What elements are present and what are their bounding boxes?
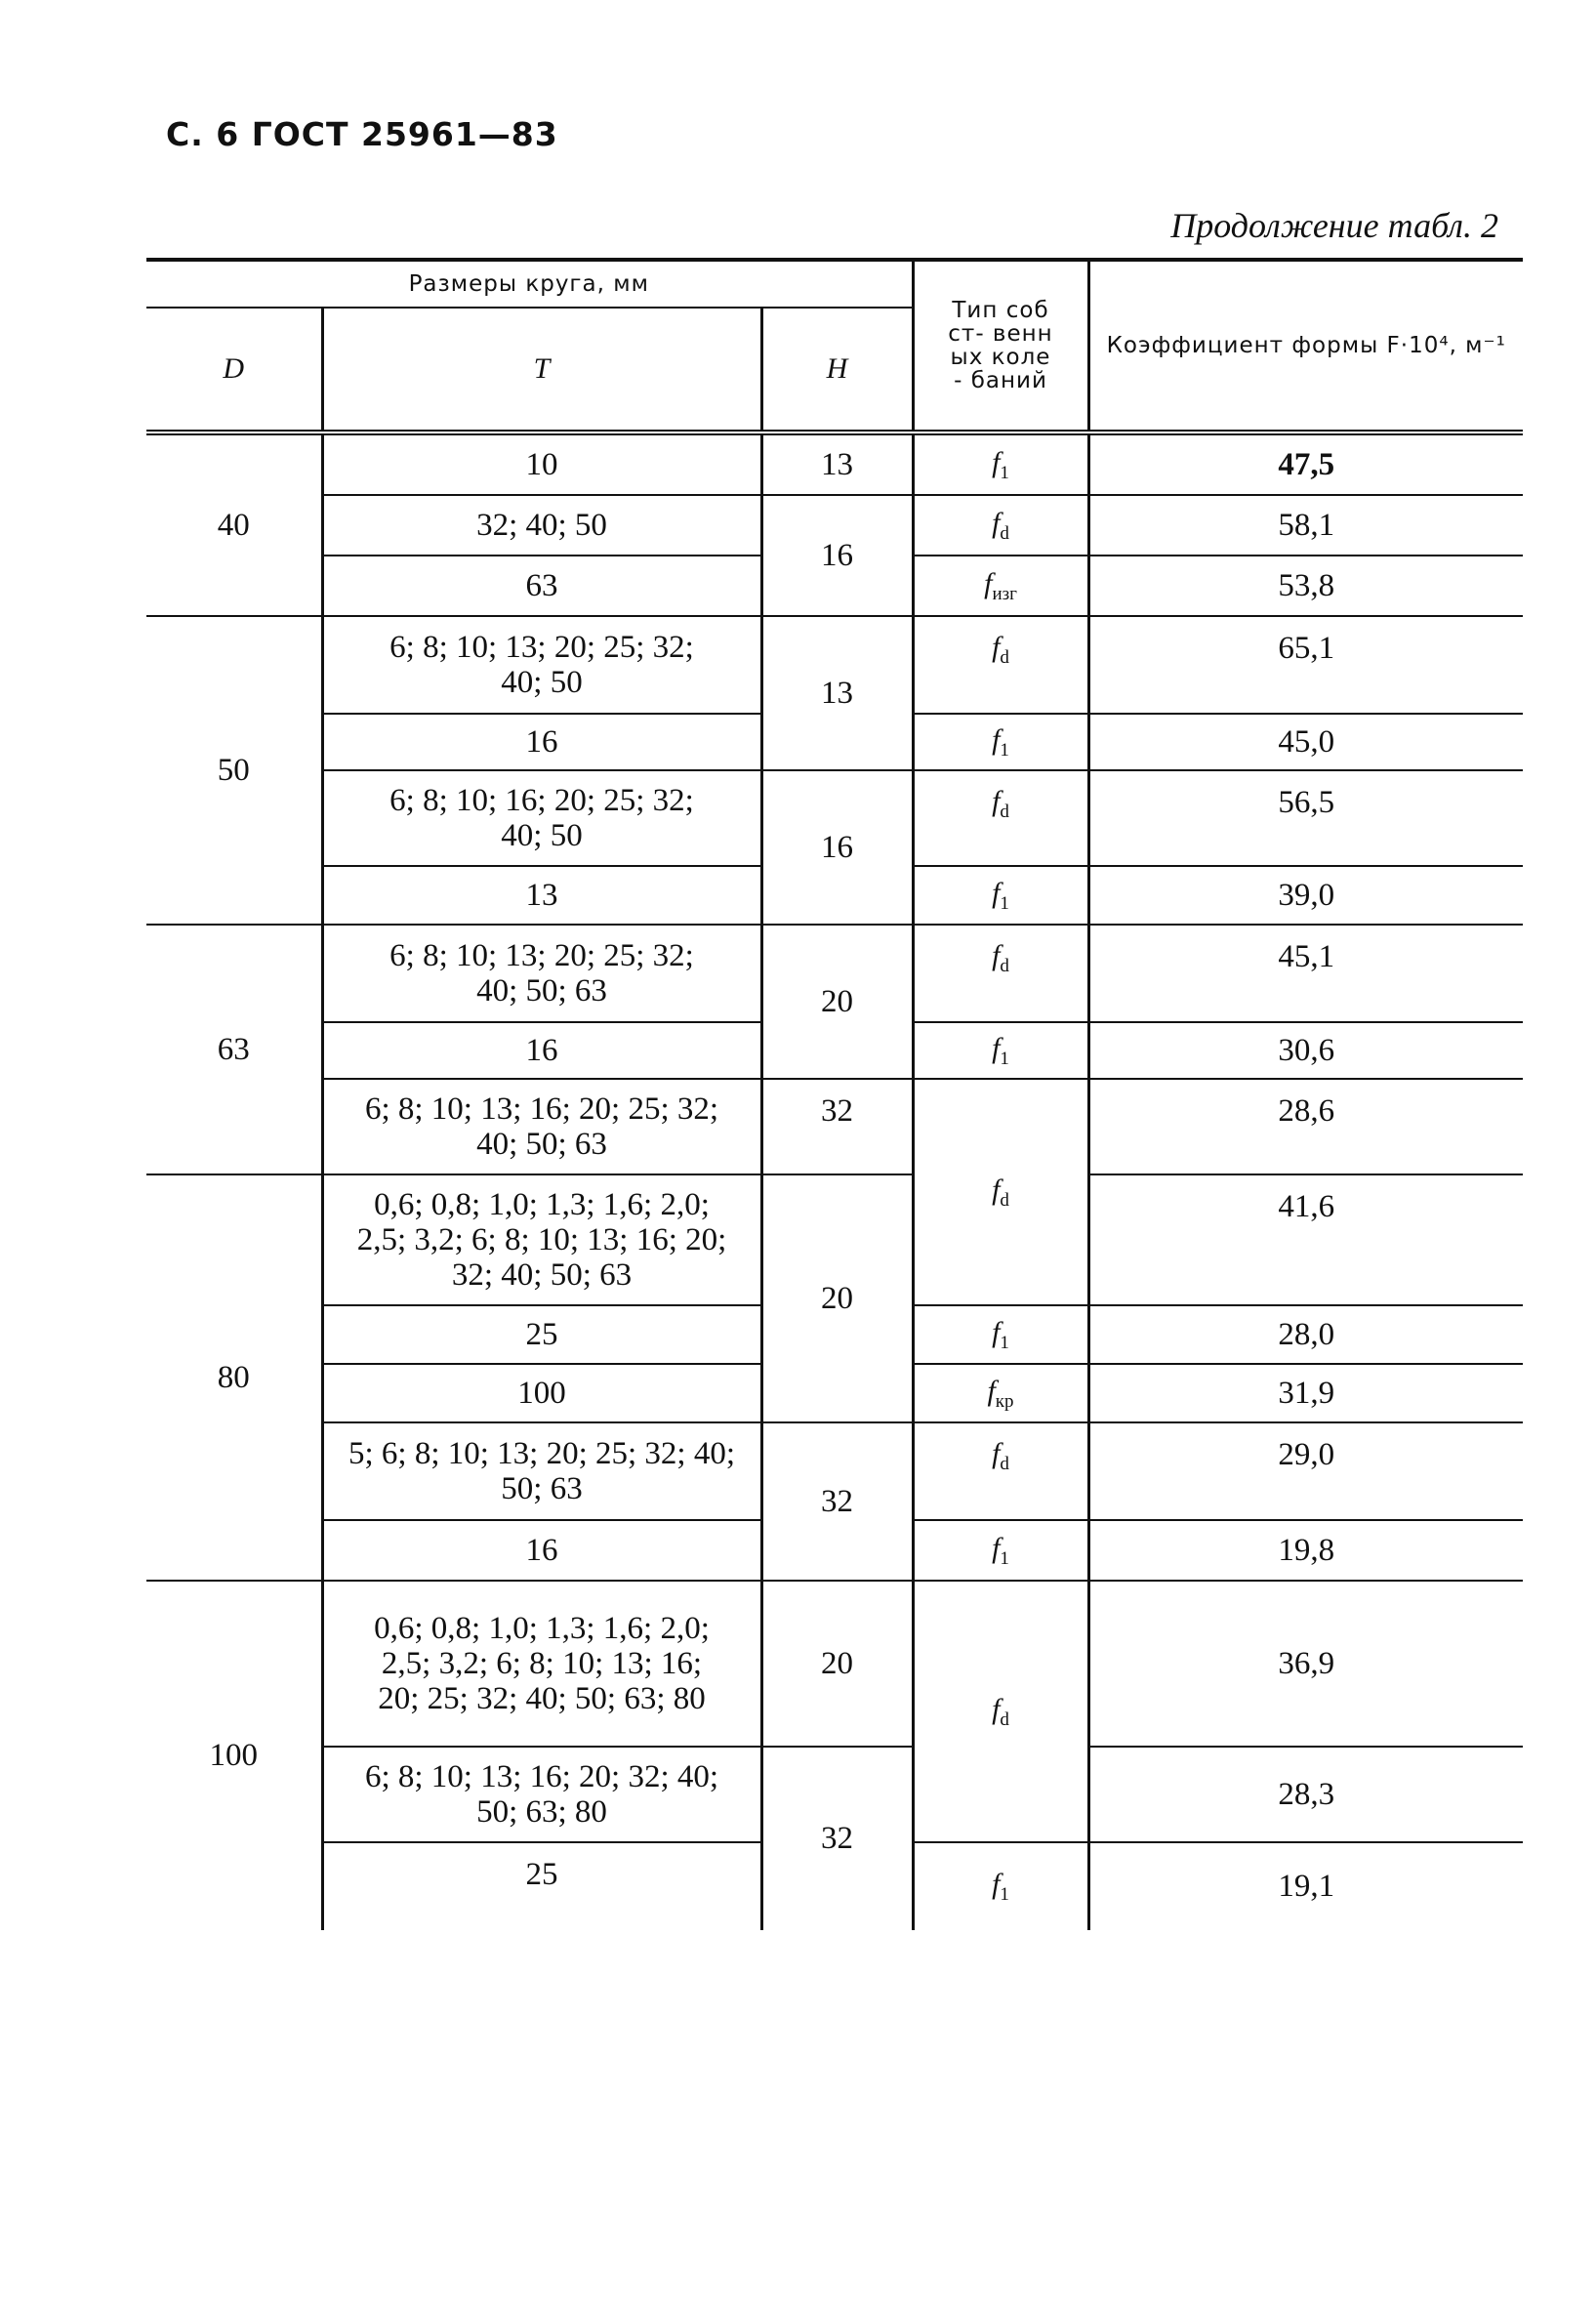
cell-coef: 30,6 [1088,1022,1523,1079]
table-continuation-label: Продолжение табл. 2 [1170,206,1498,245]
cell-coef: 65,1 [1088,616,1523,714]
cell-T: 16 [322,1022,761,1079]
cell-T: 63 [322,556,761,616]
cell-coef: 36,9 [1088,1581,1523,1747]
cell-T: 16 [322,1520,761,1581]
cell-D: 100 [146,1581,322,1930]
cell-coef: 31,9 [1088,1364,1523,1422]
cell-H: 13 [761,432,913,495]
cell-H: 16 [761,495,913,616]
cell-T: 6; 8; 10; 16; 20; 25; 32; 40; 50 [322,770,761,866]
cell-D: 80 [146,1174,322,1581]
cell-T: 10 [322,432,761,495]
cell-coef: 53,8 [1088,556,1523,616]
cell-type: $f_d$ [913,616,1088,714]
cell-type: $f_{изг}$ [913,556,1088,616]
cell-type: $f_1$ [913,866,1088,925]
cell-D: 40 [146,432,322,616]
cell-H: 32 [761,1747,913,1930]
cell-coef: 45,0 [1088,714,1523,770]
cell-H: 20 [761,925,913,1079]
cell-coef: 56,5 [1088,770,1523,866]
cell-type: $f_d$ [913,770,1088,866]
cell-coef: 28,0 [1088,1305,1523,1364]
cell-T: 13 [322,866,761,925]
cell-H: 13 [761,616,913,770]
cell-T: 5; 6; 8; 10; 13; 20; 25; 32; 40; 50; 63 [322,1422,761,1520]
cell-type: $f_1$ [913,1842,1088,1930]
cell-D: 63 [146,925,322,1174]
cell-type: $f_1$ [913,1520,1088,1581]
cell-T: 0,6; 0,8; 1,0; 1,3; 1,6; 2,0; 2,5; 3,2; 6; 8; 10; 13; 16; 20; 32; 40; 50; 63 [322,1174,761,1305]
cell-H: 32 [761,1422,913,1581]
header-circle-dimensions: Размеры круга, мм [146,260,913,308]
cell-type: $f_d$ [913,925,1088,1022]
cell-T: 6; 8; 10; 13; 16; 20; 32; 40; 50; 63; 80 [322,1747,761,1842]
cell-T: 25 [322,1305,761,1364]
cell-H: 16 [761,770,913,925]
cell-coef: 39,0 [1088,866,1523,925]
cell-T: 6; 8; 10; 13; 20; 25; 32; 40; 50 [322,616,761,714]
cell-T: 0,6; 0,8; 1,0; 1,3; 1,6; 2,0; 2,5; 3,2; 6; 8; 10; 13; 16; 20; 25; 32; 40; 50; 63; 80 [322,1581,761,1747]
cell-type: $f_1$ [913,432,1088,495]
data-table [146,258,1523,1930]
cell-T: 100 [322,1364,761,1422]
cell-T: 16 [322,714,761,770]
cell-coef: 41,6 [1088,1174,1523,1305]
cell-T: 6; 8; 10; 13; 20; 25; 32; 40; 50; 63 [322,925,761,1022]
cell-H: 20 [761,1581,913,1747]
cell-coef: 47,5 [1088,432,1523,495]
page-header: С. 6 ГОСТ 25961—83 [166,115,558,153]
cell-coef: 19,8 [1088,1520,1523,1581]
header-shape-coefficient: Коэффициент формы F·10⁴, м⁻¹ [1088,260,1523,432]
cell-T: 32; 40; 50 [322,495,761,556]
cell-H: 20 [761,1174,913,1422]
header-vibration-type: Тип собст- венных коле- баний [913,260,1088,432]
cell-coef: 45,1 [1088,925,1523,1022]
cell-type: $f_1$ [913,714,1088,770]
cell-type: $f_1$ [913,1305,1088,1364]
cell-coef: 58,1 [1088,495,1523,556]
cell-type: $f_d$ [913,1079,1088,1305]
cell-type: $f_d$ [913,1422,1088,1520]
header-D: D [146,308,322,432]
header-H: H [761,308,913,432]
cell-T: 25 [322,1842,761,1930]
header-T: T [322,308,761,432]
cell-type: $f_1$ [913,1022,1088,1079]
cell-coef: 29,0 [1088,1422,1523,1520]
cell-T: 6; 8; 10; 13; 16; 20; 25; 32; 40; 50; 63 [322,1079,761,1174]
cell-coef: 28,6 [1088,1079,1523,1174]
cell-H: 32 [761,1079,913,1174]
cell-D: 50 [146,616,322,925]
cell-type: $f_d$ [913,495,1088,556]
cell-coef: 28,3 [1088,1747,1523,1842]
cell-type: $f_d$ [913,1581,1088,1842]
cell-coef: 19,1 [1278,1869,1335,1904]
cell-type: $f_{кр}$ [913,1364,1088,1422]
